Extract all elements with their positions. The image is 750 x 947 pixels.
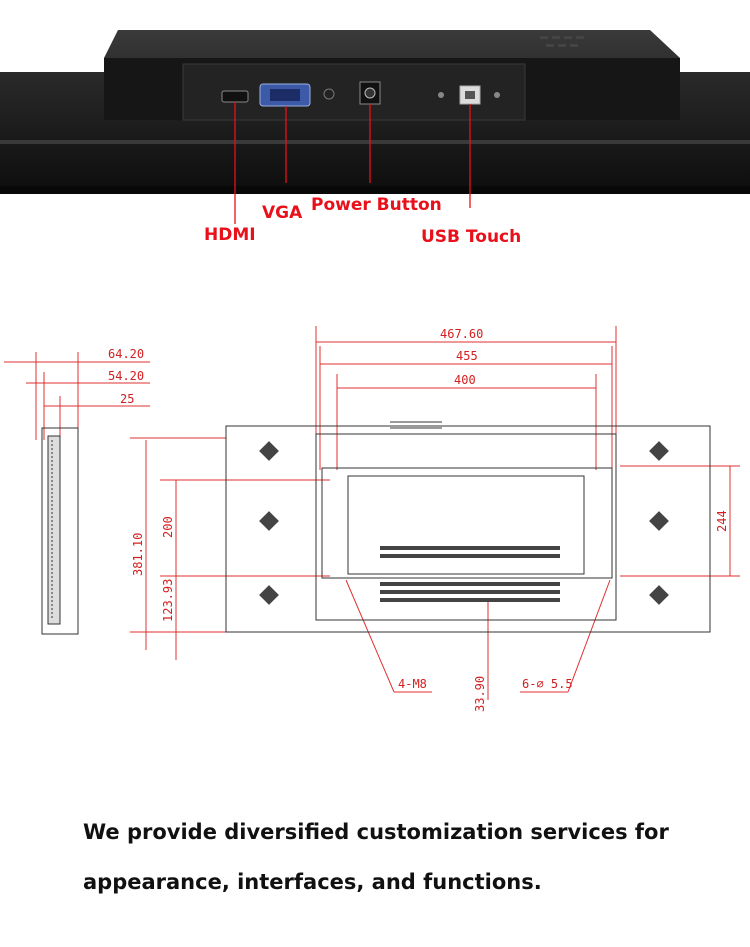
hdmi-port: [222, 91, 248, 102]
dim-overall-width: 467.60: [440, 327, 484, 341]
dim-depth-total: 64.20: [108, 347, 145, 361]
dim-height-overall: 381.10: [131, 532, 145, 576]
hole-callout: 6-∅ 5.5: [522, 677, 573, 691]
dim-height-right: 244: [715, 510, 729, 532]
dim-height-lower: 123.93: [161, 578, 175, 622]
power-button-label: Power Button: [311, 195, 442, 215]
dim-depth-thin: 25: [120, 392, 135, 406]
vga-label: VGA: [262, 203, 303, 223]
dim-vesa-width: 400: [454, 373, 476, 387]
dimension-drawing: [0, 300, 750, 740]
dim-depth-mid: 54.20: [108, 369, 145, 383]
dim-height-vesa: 200: [161, 516, 175, 538]
screw-callout: 4-M8: [398, 677, 427, 691]
caption-line-2: appearance, interfaces, and functions.: [83, 870, 542, 894]
usb-touch-label: USB Touch: [421, 227, 522, 247]
caption-line-1: We provide diversified customization services for: [83, 820, 669, 844]
dim-bottom-offset: 33.90: [473, 675, 487, 712]
dim-mid-width: 455: [456, 349, 478, 363]
hdmi-label: HDMI: [204, 225, 256, 245]
